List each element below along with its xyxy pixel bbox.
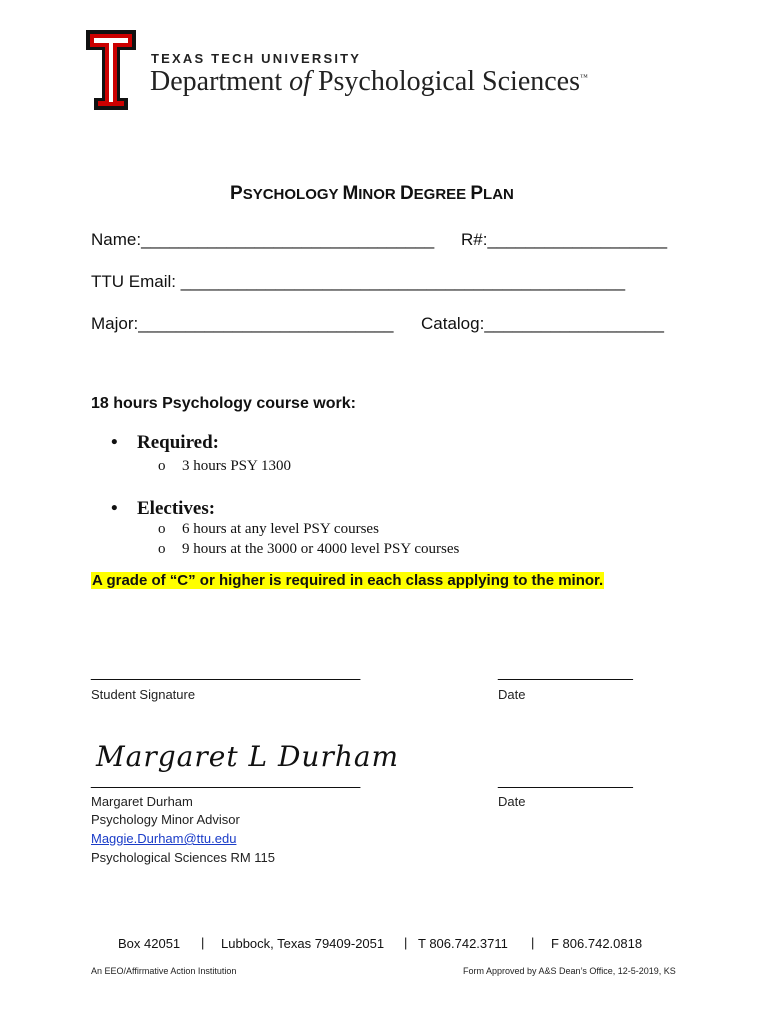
eeo-statement: An EEO/Affirmative Action Institution: [91, 966, 237, 976]
r-number-field[interactable]: R#:___________________: [461, 230, 668, 249]
page-title: PSYCHOLOGY MINOR DEGREE PLAN: [230, 183, 514, 204]
advisor-date-label: Date: [498, 794, 526, 809]
advisor-name: Margaret Durham: [91, 794, 193, 809]
footer-fax: F 806.742.0818: [551, 936, 643, 951]
ttu-email-field[interactable]: TTU Email: _______________________________________________: [91, 272, 626, 291]
grade-requirement-notice: A grade of “C” or higher is required in each class applying to the minor.: [92, 572, 604, 589]
form-approval-note: Form Approved by A&S Dean’s Office, 12-5-2019, KS: [463, 966, 676, 976]
major-field[interactable]: Major:___________________________: [91, 314, 394, 333]
department-name: Department of Psychological Sciences™: [150, 66, 588, 97]
footer-separator: |: [531, 935, 535, 950]
advisor-date-line[interactable]: ________________: [498, 772, 633, 789]
required-label: Required:: [137, 432, 219, 453]
advisor-title: Psychology Minor Advisor: [91, 812, 240, 827]
student-signature-label: Student Signature: [91, 687, 196, 702]
coursework-heading: 18 hours Psychology course work:: [91, 395, 356, 412]
footer-phone: T 806.742.3711: [418, 936, 508, 951]
student-date-label: Date: [498, 687, 526, 702]
electives-item: • Electives:: [111, 498, 216, 519]
student-date-line[interactable]: ________________: [498, 664, 633, 681]
electives-label: Electives:: [137, 498, 216, 519]
advisor-handwritten-signature: Margaret L Durham: [96, 740, 400, 773]
university-name: TEXAS TECH UNIVERSITY: [151, 51, 362, 66]
texas-tech-double-t-logo: [86, 30, 136, 110]
advisor-signature-line: ________________________________: [91, 772, 360, 789]
required-course-item: o 3 hours PSY 1300: [158, 458, 292, 474]
advisor-email-link[interactable]: Maggie.Durham@ttu.edu: [91, 831, 237, 846]
catalog-field[interactable]: Catalog:___________________: [421, 314, 664, 333]
advisor-room: Psychological Sciences RM 115: [91, 850, 276, 865]
footer-box: Box 42051: [118, 936, 181, 951]
required-item: • Required:: [111, 432, 219, 453]
footer-separator: |: [201, 935, 205, 950]
elective-course-item: o 9 hours at the 3000 or 4000 level PSY courses: [158, 541, 460, 557]
elective-course-item: o 6 hours at any level PSY courses: [158, 521, 379, 537]
student-signature-line[interactable]: ________________________________: [91, 664, 360, 681]
name-field[interactable]: Name:_______________________________: [91, 230, 435, 249]
footer-separator: |: [404, 935, 408, 950]
footer-city: Lubbock, Texas 79409-2051: [221, 936, 385, 951]
